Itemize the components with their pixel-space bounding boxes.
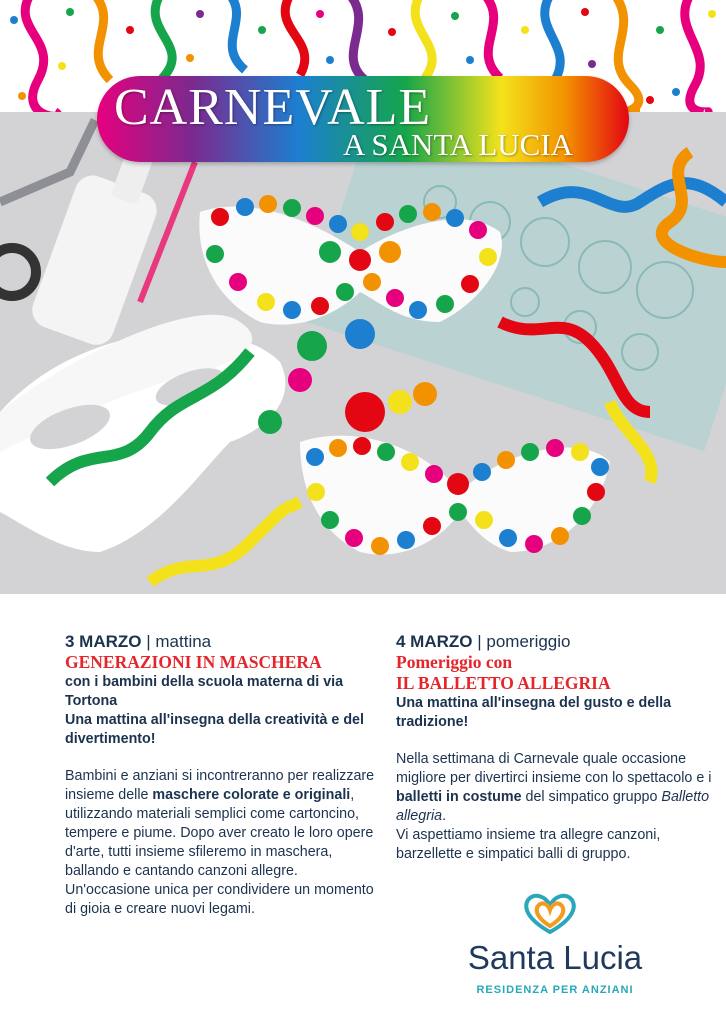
- event-description: [65, 767, 377, 919]
- description-text: .: [442, 808, 447, 824]
- event-date-line: [396, 632, 716, 652]
- event-description: [396, 750, 716, 864]
- event-intro-line: Una mattina all'insegna della creatività e del divertimento!: [65, 712, 364, 747]
- description-text: Bambini e anziani si incontreranno per realizzare insieme delle: [65, 768, 375, 803]
- butterfly-heart-icon: [522, 892, 578, 938]
- date-separator: |: [477, 632, 482, 651]
- santa-lucia-logo: [460, 892, 650, 1002]
- event-intro-line: con i bambini della scuola materna di via Tortona: [65, 674, 344, 709]
- event-date: 3 MARZO: [65, 632, 142, 651]
- event-title-line: Pomeriggio con: [396, 652, 513, 672]
- carnival-masks-photo: [0, 112, 726, 594]
- logo-tagline: RESIDENZA PER ANZIANI: [476, 984, 634, 996]
- event-intro: [65, 673, 377, 749]
- date-separator: |: [146, 632, 151, 651]
- description-highlight: maschere colorate e originali: [152, 787, 351, 803]
- event-title: GENERAZIONI IN MASCHERA: [65, 652, 322, 672]
- event-time: pomeriggio: [486, 632, 571, 651]
- event-intro-line: Una mattina all'insegna del gusto e della tradizione!: [396, 695, 672, 730]
- description-text: Vi aspettiamo insieme tra allegre canzoni, barzellette e simpatici balli di gruppo.: [396, 827, 661, 862]
- event-date: 4 MARZO: [396, 632, 473, 651]
- description-text: del simpatico gruppo: [521, 789, 662, 805]
- page-title: CARNEVALE: [114, 79, 432, 136]
- description-highlight: balletti in costume: [396, 789, 522, 805]
- description-italic: Balletto allegria: [396, 789, 710, 824]
- event-column-right: [396, 632, 716, 864]
- event-time: mattina: [155, 632, 212, 651]
- event-title: IL BALLETTO ALLEGRIA: [396, 673, 611, 693]
- event-column-left: [65, 632, 377, 919]
- description-text: , utilizzando materiali semplici come cartoncino, tempere e piume. Dopo aver creato le loro opere d'arte, tutti insieme sfileremo in maschera, ballando e cantando canzoni allegre. Un'occasione unica per condividere un momento di gioia e creare nuovi legami.: [65, 787, 374, 917]
- event-date-line: [65, 632, 377, 652]
- event-intro: [396, 694, 716, 732]
- page-subtitle: A SANTA LUCIA: [343, 127, 574, 162]
- description-text: Nella settimana di Carnevale quale occasione migliore per divertirci insieme con lo spettacolo e i: [396, 751, 712, 786]
- logo-name: Santa Lucia: [467, 939, 643, 976]
